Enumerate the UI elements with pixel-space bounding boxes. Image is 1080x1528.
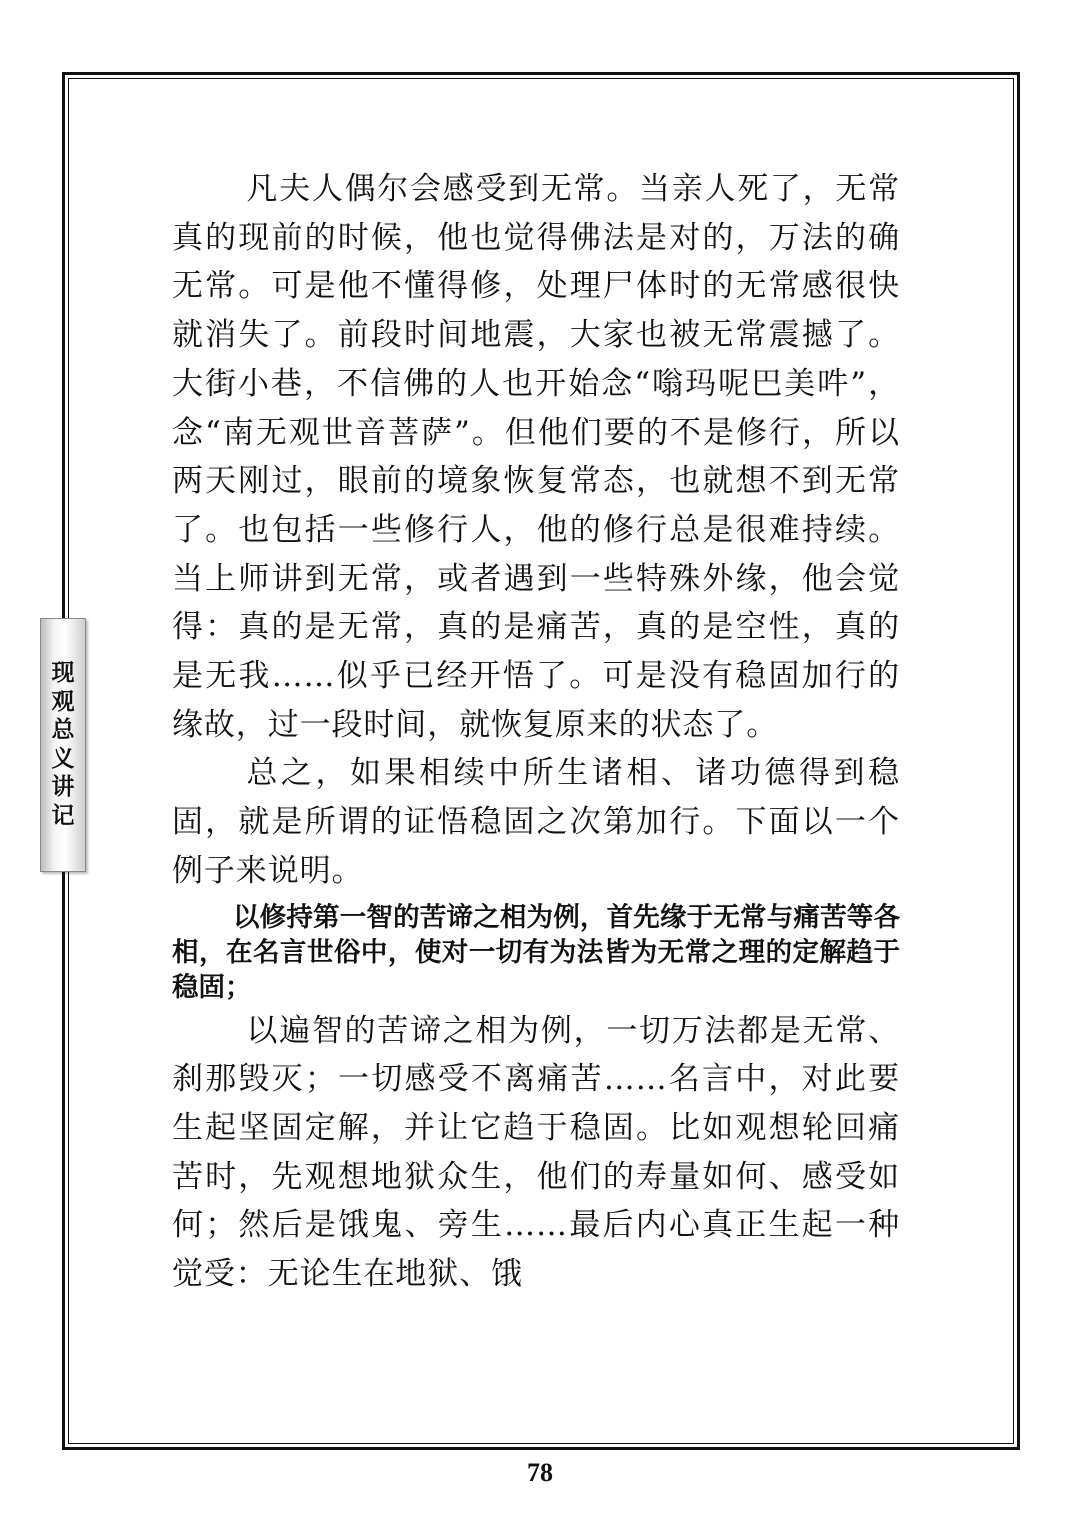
commentary-paragraph: 总之，如果相续中所生诸相、诸功德得到稳固，就是所谓的证悟稳固之次第加行。下面以一个例子来说明。 (172, 755, 900, 889)
commentary-paragraph: 以遍智的苦谛之相为例，一切万法都是无常、刹那毁灭；一切感受不离痛苦……名言中，对此要生起坚固定解，并让它趋于稳固。比如观想轮回痛苦时，先观想地狱众生，他们的寿量如何、感受如何；然后是饿鬼、旁生……最后内心真正生起一种觉受：无论生在地狱、饿 (172, 1012, 900, 1293)
book-title-text: 现观总义讲记 (51, 659, 75, 829)
page-number: 78 (527, 1458, 553, 1487)
book-title-tab (40, 618, 86, 872)
root-text-paragraph: 以修持第一智的苦谛之相为例，首先缘于无常与痛苦等各相，在名言世俗中，使对一切有为法皆为无常之理的定解趋于稳固； (172, 901, 900, 1003)
main-text (172, 165, 900, 1299)
commentary-paragraph: 凡夫人偶尔会感受到无常。当亲人死了，无常真的现前的时候，他也觉得佛法是对的，万法的确无常。可是他不懂得修，处理尸体时的无常感很快就消失了。前段时间地震，大家也被无常震撼了。大街小巷，不信佛的人也开始念“嗡玛呢巴美吽”，念“南无观世音菩萨”。但他们要的不是修行，所以两天刚过，眼前的境象恢复常态，也就想不到无常了。也包括一些修行人，他的修行总是很难持续。当上师讲到无常，或者遇到一些特殊外缘，他会觉得：真的是无常，真的是痛苦，真的是空性，真的是无我……似乎已经开悟了。可是没有稳固加行的缘故，过一段时间，就恢复原来的状态了。 (172, 171, 900, 743)
